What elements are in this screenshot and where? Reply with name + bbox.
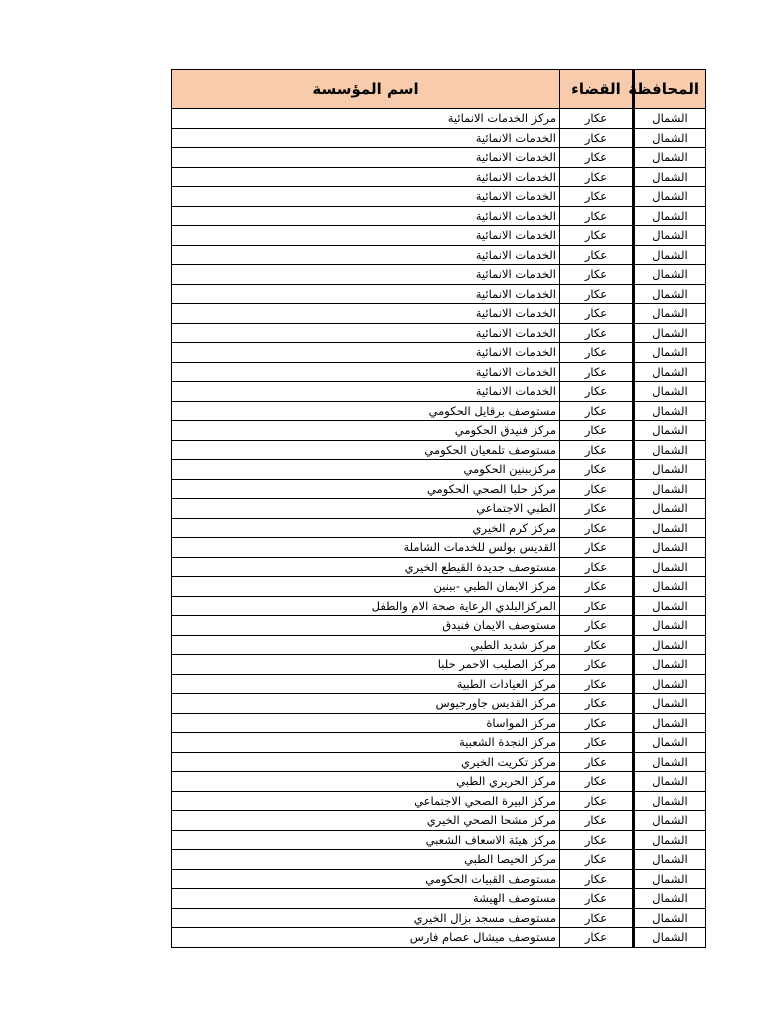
institution-name-cell: الخدمات الانمائية <box>172 128 560 148</box>
district-cell: عكار <box>560 869 634 889</box>
institution-name-cell: المركزالبلدي الرعاية صحة الام والطفل <box>172 596 560 616</box>
governorate-cell: الشمال <box>634 440 706 460</box>
district-cell: عكار <box>560 304 634 324</box>
table-row <box>172 655 706 675</box>
table-row <box>172 752 706 772</box>
governorate-cell: الشمال <box>634 811 706 831</box>
governorate-cell: الشمال <box>634 850 706 870</box>
governorate-cell: الشمال <box>634 518 706 538</box>
institution-name-cell: مستوصف الايمان فنيدق <box>172 616 560 636</box>
table-row <box>172 518 706 538</box>
institution-name-cell: مركز شديد الطبي <box>172 635 560 655</box>
institution-name-cell: الخدمات الانمائية <box>172 167 560 187</box>
table-row <box>172 674 706 694</box>
institution-name-cell: مركز النجدة الشعبية <box>172 733 560 753</box>
institution-name-cell: مستوصف برقايل الحكومي <box>172 401 560 421</box>
district-cell: عكار <box>560 460 634 480</box>
governorate-cell: الشمال <box>634 284 706 304</box>
institution-name-cell: الخدمات الانمائية <box>172 226 560 246</box>
table-row <box>172 791 706 811</box>
table-row <box>172 148 706 168</box>
governorate-cell: الشمال <box>634 148 706 168</box>
district-cell: عكار <box>560 265 634 285</box>
district-cell: عكار <box>560 187 634 207</box>
governorate-cell: الشمال <box>634 245 706 265</box>
district-cell: عكار <box>560 557 634 577</box>
institution-name-cell: الخدمات الانمائية <box>172 187 560 207</box>
institution-name-cell: مركز الصليب الاحمر حلبا <box>172 655 560 675</box>
governorate-cell: الشمال <box>634 109 706 129</box>
table-row <box>172 206 706 226</box>
institution-name-cell: الخدمات الانمائية <box>172 382 560 402</box>
institution-name-cell: مستوصف ميشال عصام فارس <box>172 928 560 948</box>
institution-name-cell: الخدمات الانمائية <box>172 206 560 226</box>
institution-name-cell: مستوصف تلمعيان الحكومي <box>172 440 560 460</box>
table-row <box>172 167 706 187</box>
district-cell: عكار <box>560 928 634 948</box>
district-cell: عكار <box>560 772 634 792</box>
table-body <box>172 109 706 948</box>
table-row <box>172 557 706 577</box>
district-cell: عكار <box>560 401 634 421</box>
district-cell: عكار <box>560 362 634 382</box>
table-row <box>172 128 706 148</box>
institution-name-cell: الخدمات الانمائية <box>172 148 560 168</box>
governorate-cell: الشمال <box>634 362 706 382</box>
district-cell: عكار <box>560 109 634 129</box>
institution-name-cell: مركز القديس جاورجيوس <box>172 694 560 714</box>
institution-name-cell: الخدمات الانمائية <box>172 362 560 382</box>
district-cell: عكار <box>560 791 634 811</box>
district-cell: عكار <box>560 635 634 655</box>
institution-name-cell: مركز الحيصا الطبي <box>172 850 560 870</box>
table-row <box>172 869 706 889</box>
district-cell: عكار <box>560 713 634 733</box>
table-row <box>172 713 706 733</box>
governorate-cell: الشمال <box>634 343 706 363</box>
institution-name-cell: مركز المواساة <box>172 713 560 733</box>
governorate-cell: الشمال <box>634 460 706 480</box>
institution-name-cell: الخدمات الانمائية <box>172 284 560 304</box>
governorate-cell: الشمال <box>634 226 706 246</box>
governorate-cell: الشمال <box>634 596 706 616</box>
institution-name-cell: الخدمات الانمائية <box>172 245 560 265</box>
table-row <box>172 284 706 304</box>
district-cell: عكار <box>560 148 634 168</box>
district-cell: عكار <box>560 479 634 499</box>
governorate-cell: الشمال <box>634 713 706 733</box>
table-row <box>172 928 706 948</box>
governorate-cell: الشمال <box>634 577 706 597</box>
table-row <box>172 811 706 831</box>
institution-name-cell: الخدمات الانمائية <box>172 323 560 343</box>
institution-name-cell: الخدمات الانمائية <box>172 265 560 285</box>
district-cell: عكار <box>560 694 634 714</box>
governorate-cell: الشمال <box>634 187 706 207</box>
governorate-cell: الشمال <box>634 889 706 909</box>
district-cell: عكار <box>560 284 634 304</box>
table-row <box>172 245 706 265</box>
governorate-cell: الشمال <box>634 694 706 714</box>
district-cell: عكار <box>560 518 634 538</box>
table-row <box>172 596 706 616</box>
district-cell: عكار <box>560 577 634 597</box>
district-cell: عكار <box>560 440 634 460</box>
institution-name-cell: مركز تكريت الخيري <box>172 752 560 772</box>
institution-name-cell: الخدمات الانمائية <box>172 343 560 363</box>
table-row <box>172 460 706 480</box>
table-row <box>172 908 706 928</box>
institution-name-cell: مركز البيرة الصحي الاجتماعي <box>172 791 560 811</box>
institution-name-cell: مركز فنيدق الحكومي <box>172 421 560 441</box>
district-cell: عكار <box>560 850 634 870</box>
district-cell: عكار <box>560 421 634 441</box>
district-cell: عكار <box>560 616 634 636</box>
table-header <box>172 70 706 109</box>
table-row <box>172 538 706 558</box>
institution-name-cell: القديس بولس للخدمات الشاملة <box>172 538 560 558</box>
governorate-cell: الشمال <box>634 928 706 948</box>
governorate-cell: الشمال <box>634 791 706 811</box>
governorate-cell: الشمال <box>634 772 706 792</box>
table-row <box>172 187 706 207</box>
table-row <box>172 616 706 636</box>
table-row <box>172 772 706 792</box>
institution-name-cell: مركز العيادات الطبية <box>172 674 560 694</box>
governorate-cell: الشمال <box>634 616 706 636</box>
district-cell: عكار <box>560 752 634 772</box>
governorate-cell: الشمال <box>634 557 706 577</box>
table-row <box>172 343 706 363</box>
table-row <box>172 382 706 402</box>
institution-name-cell: مركز الايمان الطبي -ببنين <box>172 577 560 597</box>
governorate-cell: الشمال <box>634 323 706 343</box>
table-row <box>172 401 706 421</box>
table-row <box>172 323 706 343</box>
header-institution-name: اسم المؤسسة <box>172 70 560 109</box>
table-row <box>172 226 706 246</box>
institution-name-cell: الخدمات الانمائية <box>172 304 560 324</box>
district-cell: عكار <box>560 538 634 558</box>
governorate-cell: الشمال <box>634 733 706 753</box>
governorate-cell: الشمال <box>634 869 706 889</box>
governorate-cell: الشمال <box>634 206 706 226</box>
district-cell: عكار <box>560 382 634 402</box>
table-row <box>172 440 706 460</box>
governorate-cell: الشمال <box>634 265 706 285</box>
governorate-cell: الشمال <box>634 752 706 772</box>
governorate-cell: الشمال <box>634 401 706 421</box>
governorate-cell: الشمال <box>634 908 706 928</box>
governorate-cell: الشمال <box>634 674 706 694</box>
district-cell: عكار <box>560 830 634 850</box>
table-row <box>172 499 706 519</box>
district-cell: عكار <box>560 674 634 694</box>
institution-name-cell: مستوصف جديدة القيطع الخيري <box>172 557 560 577</box>
table-row <box>172 830 706 850</box>
header-district: القضاء <box>560 70 634 109</box>
institution-name-cell: مركز حلبا الصحي الحكومي <box>172 479 560 499</box>
governorate-cell: الشمال <box>634 499 706 519</box>
table-row <box>172 694 706 714</box>
institution-name-cell: الطبي الاجتماعي <box>172 499 560 519</box>
district-cell: عكار <box>560 889 634 909</box>
district-cell: عكار <box>560 908 634 928</box>
institutions-table <box>171 69 706 948</box>
district-cell: عكار <box>560 128 634 148</box>
spreadsheet-page <box>171 69 705 948</box>
district-cell: عكار <box>560 206 634 226</box>
institution-name-cell: مركز الحريري الطبي <box>172 772 560 792</box>
district-cell: عكار <box>560 226 634 246</box>
institution-name-cell: مركز مشحا الصحي الخيري <box>172 811 560 831</box>
governorate-cell: الشمال <box>634 635 706 655</box>
district-cell: عكار <box>560 245 634 265</box>
institution-name-cell: مستوصف الهيشة <box>172 889 560 909</box>
district-cell: عكار <box>560 596 634 616</box>
table-row <box>172 265 706 285</box>
table-row <box>172 362 706 382</box>
header-row <box>172 70 706 109</box>
district-cell: عكار <box>560 655 634 675</box>
governorate-cell: الشمال <box>634 128 706 148</box>
district-cell: عكار <box>560 499 634 519</box>
governorate-cell: الشمال <box>634 167 706 187</box>
table-row <box>172 635 706 655</box>
governorate-cell: الشمال <box>634 655 706 675</box>
table-row <box>172 479 706 499</box>
governorate-cell: الشمال <box>634 479 706 499</box>
institution-name-cell: مركز الخدمات الانمائية <box>172 109 560 129</box>
governorate-cell: الشمال <box>634 304 706 324</box>
table-row <box>172 421 706 441</box>
institution-name-cell: مستوصف مسجد بزال الخيري <box>172 908 560 928</box>
table-row <box>172 304 706 324</box>
governorate-cell: الشمال <box>634 830 706 850</box>
governorate-cell: الشمال <box>634 382 706 402</box>
district-cell: عكار <box>560 343 634 363</box>
district-cell: عكار <box>560 323 634 343</box>
institution-name-cell: مستوصف القبيات الحكومي <box>172 869 560 889</box>
district-cell: عكار <box>560 811 634 831</box>
institution-name-cell: مركز كرم الخيري <box>172 518 560 538</box>
table-row <box>172 733 706 753</box>
table-row <box>172 109 706 129</box>
district-cell: عكار <box>560 733 634 753</box>
district-cell: عكار <box>560 167 634 187</box>
table-row <box>172 577 706 597</box>
institution-name-cell: مركزببنين الحكومي <box>172 460 560 480</box>
governorate-cell: الشمال <box>634 421 706 441</box>
header-governorate: المحافظة <box>634 70 706 109</box>
governorate-cell: الشمال <box>634 538 706 558</box>
table-row <box>172 889 706 909</box>
institution-name-cell: مركز هيئة الاسعاف الشعبي <box>172 830 560 850</box>
table-row <box>172 850 706 870</box>
